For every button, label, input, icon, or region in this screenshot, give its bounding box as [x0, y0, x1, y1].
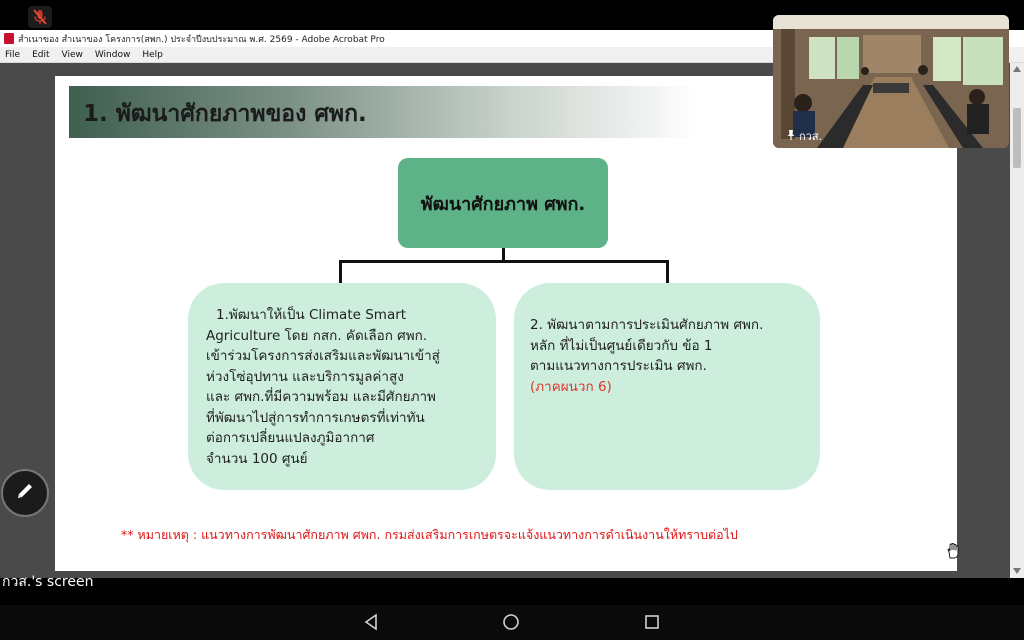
- top-box: [398, 158, 608, 248]
- android-nav-bar: [0, 605, 1024, 640]
- left-box-line: ที่พัฒนาไปสู่การทำการเกษตรที่เท่าทัน: [206, 409, 425, 426]
- left-box-line: ห่วงโซ่อุปทาน และบริการมูลค่าสูง: [206, 368, 404, 385]
- pdf-icon: [4, 33, 14, 44]
- share-caption: กวส.'s screen: [2, 574, 94, 590]
- left-box-line: จำนวน 100 ศูนย์: [206, 450, 308, 467]
- left-box-line: ต่อการเปลี่ยนแปลงภูมิอากาศ: [206, 430, 375, 446]
- slide-heading: 1. พัฒนาศักยภาพของ ศพก.: [83, 101, 367, 127]
- pencil-icon: [14, 480, 36, 506]
- right-box: [514, 283, 820, 490]
- menu-view[interactable]: View: [61, 49, 83, 60]
- left-box-line: และ ศพก.ที่มีความพร้อม และมีศักยภาพ: [206, 389, 436, 405]
- top-box-label: พัฒนาศักยภาพ ศพก.: [420, 193, 586, 215]
- pin-icon: [786, 129, 796, 143]
- annotate-button[interactable]: [1, 469, 49, 517]
- connector-left: [339, 260, 342, 284]
- nav-home-icon[interactable]: [502, 613, 520, 635]
- menu-edit[interactable]: Edit: [32, 49, 50, 60]
- participant-label: [786, 127, 822, 145]
- menu-file[interactable]: File: [5, 49, 21, 60]
- connector-horizontal: [339, 260, 669, 263]
- left-box-line: 1.พัฒนาให้เป็น Climate Smart: [216, 307, 407, 323]
- left-box-line: Agriculture โดย กสก. คัดเลือก ศพก.: [206, 327, 428, 344]
- left-box: [188, 283, 496, 490]
- menu-help[interactable]: Help: [142, 49, 163, 60]
- right-box-line: หลัก ที่ไม่เป็นศูนย์เดียวกับ ข้อ 1: [530, 337, 713, 354]
- annex-reference: (ภาคผนวก 6): [530, 378, 612, 395]
- right-box-line: 2. พัฒนาตามการประเมินศักยภาพ ศพก.: [530, 317, 764, 333]
- participant-name: กวส.: [799, 130, 823, 143]
- right-box-line: ตามแนวทางการประเมิน ศพก.: [530, 358, 707, 374]
- nav-back-icon[interactable]: [362, 613, 380, 635]
- scroll-up-icon[interactable]: [1013, 66, 1021, 72]
- mic-muted-icon[interactable]: [28, 6, 52, 28]
- window-title: สำเนาของ สำเนาของ โครงการ(สพก.) ประจำปีงบประมาณ พ.ศ. 2569 - Adobe Acrobat Pro: [18, 34, 385, 45]
- slide-page: [55, 76, 957, 571]
- menu-window[interactable]: Window: [94, 49, 131, 60]
- left-box-line: เข้าร่วมโครงการส่งเสริมและพัฒนาเข้าสู่: [206, 348, 440, 364]
- footnote: ** หมายเหตุ : แนวทางการพัฒนาศักยภาพ ศพก. กรมส่งเสริมการเกษตรจะแจ้งแนวทางการดำเนินงานให้ทราบต่อไป: [121, 527, 738, 542]
- scroll-down-icon[interactable]: [1013, 568, 1021, 574]
- scroll-thumb[interactable]: [1013, 108, 1021, 168]
- nav-recents-icon[interactable]: [643, 613, 661, 635]
- hand-cursor-icon: [946, 543, 960, 563]
- vertical-scrollbar[interactable]: [1010, 63, 1024, 578]
- connector-right: [666, 260, 669, 284]
